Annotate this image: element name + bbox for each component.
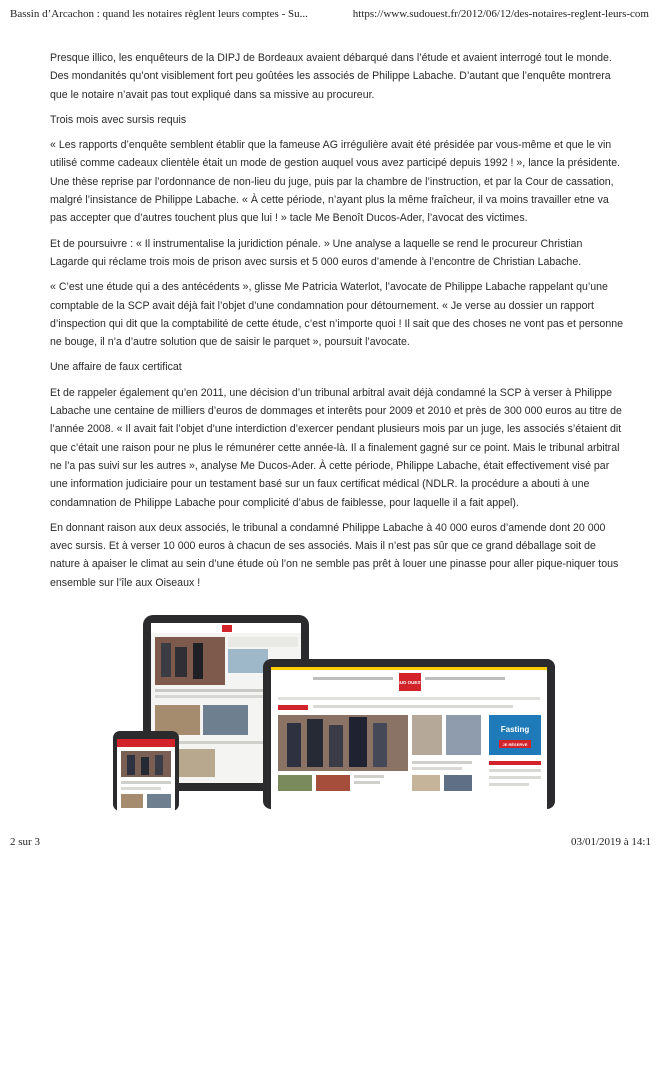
paragraph: Presque illico, les enquêteurs de la DIPJ de Bordeaux avaient débarqué dans l’étude et avaient interrogé tout le monde. Des mondanités qu’ont visiblement fort peu goûtées les associés de Philippe Labache. D’autant que l’enquête montrera que le notaire n’avait pas tout expliqué dans sa missive au procureur. xyxy=(50,52,612,101)
fasting-badge: Fasting xyxy=(500,725,530,734)
print-header xyxy=(10,8,661,26)
smartphone-mockup xyxy=(113,731,179,811)
promo-devices-image[interactable] xyxy=(113,613,556,811)
subheading: Trois mois avec sursis requis xyxy=(50,113,187,126)
paragraph: En donnant raison aux deux associés, le tribunal a condamné Philippe Labache à 40 000 euros d’amende dont 20 000 avec sursis. Et à verser 10 000 euros à chacun de ses associés. Mais il n’est pas sûr que ce grand déballage soit de nature à apaiser le climat au sein d’une étude où l’on ne semble pas prêt à louer une pinasse pour aller pique-niquer tous ensemble sur l’île aux Oiseaux ! xyxy=(50,521,619,589)
paragraph: « Les rapports d’enquête semblent établir que la fameuse AG irrégulière avait été présidée par vous-même et que le vin utilisé comme cadeaux clientèle était un mode de gestion auquel vous avez participé depuis 1992 ! », lance la présidente. Une thèse reprise par l’ordonnance de non-lieu du juge, puis par la chambre de l’instruction, et par la Cour de cassation, malgré l’insistance de Philippe Labache. « À cette période, n’ayant plus la même fraîcheur, il va moins travailler etne va pas accepter que d’autres touchent plus que lui ! » tacle Me Benoît Ducos-Ader, l’avocat des victimes. xyxy=(50,139,621,225)
paragraph: Et de poursuivre : « Il instrumentalise la juridiction pénale. » Une analyse a laquelle se rend le procureur Christian Lagarde qui réclame trois mois de prison avec sursis et 5 000 euros d’amende à l’encontre de Christian Labache. xyxy=(50,237,583,268)
paragraph: Et de rappeler également qu’en 2011, une décision d’un tribunal arbitral avait déjà condamné la SCP à verser à Philippe Labache une centaine de milliers d’euros de dommages et interêts pour 2009 et 2010 et près de 300 000 euros au titre de l’année 2008. « Il avait fait l’objet d’une interdiction d’exercer pendant plusieurs mois par un juge, les associés s’étaient dit que c’était une raison pour ne plus le rémunérer cette année-là. Il a finalement gagné sur ce point. Mais le tribunal arbitral ne l’a pas suivi sur les autres », analyse Me Ducos-Ader. À cette période, Philippe Labache, était effectivement visé par une information judiciaire pour un testament basé sur un faux certificat médical (NDLR. la procédure a abouti à une condamnation de Philippe Labache pour complicité d’abus de faiblesse, pour laquelle il a fait appel). xyxy=(50,386,622,509)
print-url: https://www.sudouest.fr/2012/06/12/des-notaires-reglent-leurs-com xyxy=(352,8,649,20)
paragraph: « C’est une étude qui a des antécédents », glisse Me Patricia Waterlot, l’avocate de Philippe Labache rappelant qu’une comptable de la SCP avait déjà fait l’objet d’une condamnation pour détournement. « Je verse au dossier un rapport d’inspection qui dit que la comptabilité de cette étude, c’est n’importe quoi ! Il sait que des choses ne vont pas et personne ne bouge, il n’a d’autre solution que de saisir le parquet », poursuit l’avocate. xyxy=(50,281,624,349)
reserve-button: JE RÉSERVE xyxy=(502,742,528,747)
print-page-title: Bassin d’Arcachon : quand les notaires règlent leurs comptes - Su... xyxy=(10,8,308,20)
article-body xyxy=(50,49,623,599)
print-timestamp: 03/01/2019 à 14:1 xyxy=(570,836,651,848)
sudouest-logo: SUD OUEST xyxy=(396,680,424,685)
page-number: 2 sur 3 xyxy=(10,836,40,848)
print-footer xyxy=(10,836,661,852)
subheading: Une affaire de faux certificat xyxy=(50,361,182,374)
laptop-mockup xyxy=(263,659,555,809)
